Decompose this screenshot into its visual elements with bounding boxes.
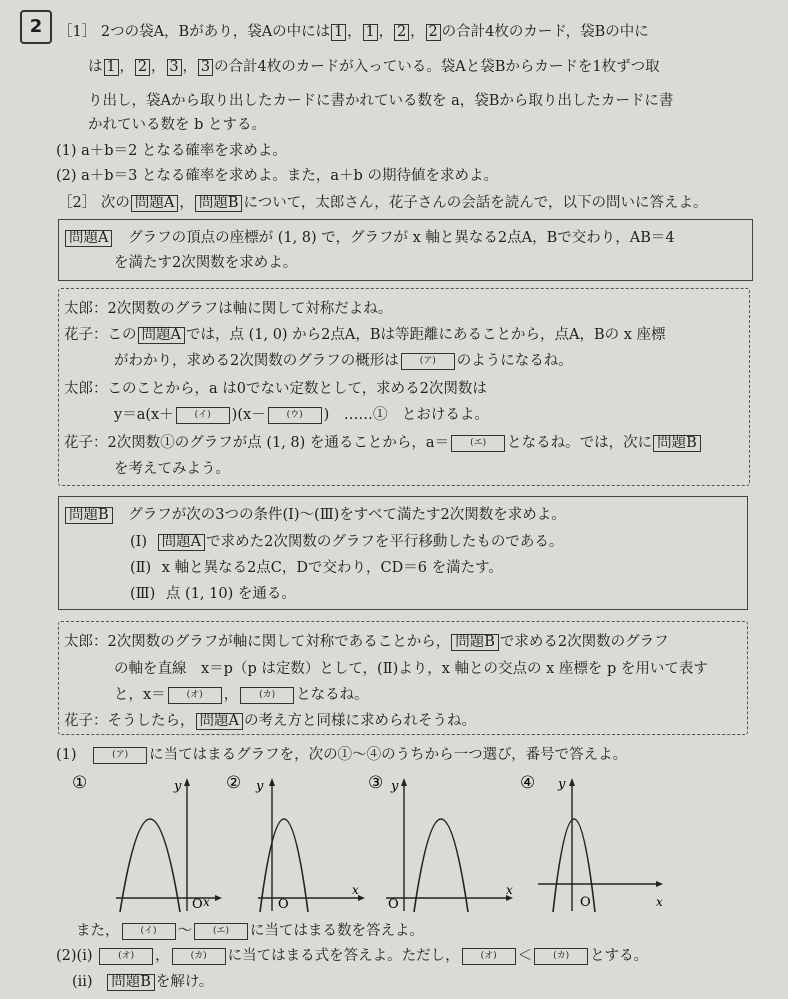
problem-b-text: グラフが次の3つの条件(Ⅰ)〜(Ⅲ)をすべて満たす2次関数を求めよ。 [128,507,566,523]
problem-a-ref: 問題A [158,534,205,551]
dlg-text: 花子：そうしたら， [64,713,195,729]
graph-label-2: ② [226,773,242,793]
graph-label-4: ④ [520,773,536,793]
cond-text: x 軸と異なる2点C，Dで交わり，CD＝6 を満たす。 [161,560,503,576]
blank-e: (エ) [451,435,505,452]
card-a3: 2 [394,24,409,41]
card-b4: 3 [198,59,213,76]
dlg-text: ， [223,687,239,703]
x-label: x [203,895,210,909]
blank-a: (ア) [93,747,147,764]
q-text: 〜 [177,923,192,939]
q-label: (ii) [72,974,93,990]
condition-2 [130,556,503,577]
blank-ka: (カ) [172,948,226,965]
dlg-text: のようになるね。 [456,353,573,369]
card-a1: 1 [331,24,346,41]
card-a4: 2 [426,24,441,41]
intro-text: 次の [100,195,130,211]
intro-text: について，太郎さん，花子さんの会話を読んで，以下の問いに答えよ。 [243,195,708,211]
cond-label: (Ⅱ) [130,560,152,576]
condition-3 [130,582,296,603]
card-a2: 1 [363,24,378,41]
part2-q1 [56,743,627,764]
q-label: (2) [56,168,77,184]
dialogue-2-hanako-1 [64,709,476,730]
blank-ka: (カ) [240,687,294,704]
dialogue-1-taro-2b [114,403,489,424]
part1-line3: り出し，袋Aから取り出したカードに書かれている数を a，袋Bから取り出したカードに書 [88,93,674,109]
y-arrow [569,778,575,786]
problem-b-label: 問題B [65,507,113,524]
q-label: (1) [56,747,77,763]
blank-a: (ア) [401,353,455,370]
card-b2: 2 [135,59,150,76]
dlg-text: の考え方と同様に求められそうね。 [243,713,476,729]
x-label: x [656,895,663,909]
origin-label: O [580,895,591,910]
dialogue-1-hanako-2b: を考えてみよう。 [114,461,230,477]
blank-u: (ウ) [268,407,322,424]
blank-o: (オ) [99,948,153,965]
q-text: a＋b＝3 となる確率を求めよ。また，a＋b の期待値を求めよ。 [81,168,498,184]
cond-label: (Ⅰ) [130,534,148,550]
q-text: に当てはまるグラフを，次の①〜④のうちから一つ選び，番号で答えよ。 [149,747,628,763]
origin-label: O [278,897,289,912]
dialogue-2-taro-1c [114,683,369,704]
blank-o: (オ) [462,948,516,965]
y-label: y [256,779,264,794]
dialogue-1-taro-1: 太郎：2次関数のグラフは軸に関して対称だよね。 [64,301,393,317]
dlg-text: と，x＝ [114,687,166,703]
y-label: y [391,779,399,794]
problem-b-ref: 問題B [107,974,155,991]
dlg-text: となるね。では，次に [507,435,653,451]
problem-a-ref: 問題A [196,713,243,730]
x-arrow [656,881,663,887]
part1-text: の合計4枚のカードが入っている。袋Aと袋Bからカードを1枚ずつ取 [214,59,660,75]
graph-1 [72,773,222,912]
part2-intro [58,191,707,212]
problem-b-ref: 問題B [653,435,701,452]
dlg-text: では，点 (1, 0) から2点A，Bは等距離にあることから，点A，Bの x 座標 [185,327,666,343]
dlg-text: 花子：2次関数①のグラフが点 (1, 8) を通ることから，a＝ [64,435,450,451]
card-b1: 1 [104,59,119,76]
dialogue-1-taro-2: 太郎：このことから，a は0でない定数として，求める2次関数は [64,381,487,397]
q-text: を解け。 [155,974,214,990]
part1-text: の合計4枚のカード，袋Bの中に [441,24,649,40]
part1-label: ［1］ [58,24,97,40]
part1-text: 2つの袋A，Bがあり，袋Aの中には [100,24,331,40]
part1-line4: かれている数を b とする。 [88,117,266,133]
cond-text: 点 (1, 10) を通る。 [165,586,296,602]
y-arrow [401,778,407,786]
part2-q2ii [72,970,213,991]
problem-a-ref: 問題A [138,327,185,344]
q-text: ， [155,948,170,964]
problem-b-ref: 問題B [195,195,243,212]
dlg-text: ) ……① とおけるよ。 [323,407,489,423]
x-label: x [506,883,513,897]
dialogue-1-hanako-1 [64,323,666,344]
dlg-text: 花子：この [64,327,137,343]
problem-number: 2 [20,10,52,44]
dialogue-1-hanako-2 [64,431,702,452]
graph-2 [226,773,365,912]
dlg-text: y＝a(x＋ [114,407,174,423]
part1-q1 [56,139,287,160]
dialogue-2-taro-1 [64,630,669,651]
dlg-text: がわかり，求める2次関数のグラフの概形は [114,353,399,369]
dlg-text: 太郎：2次関数のグラフが軸に関して対称であることから， [64,634,451,650]
part1-text: は [88,59,103,75]
part2-q1b [76,919,424,940]
blank-i: (イ) [122,923,176,940]
dlg-text: となるね。 [296,687,369,703]
dialogue-2-taro-1b: の軸を直線 x＝p（p は定数）として，(Ⅱ)より，x 軸との交点の x 座標を p を用いて表す [114,661,708,677]
graph-3 [368,773,513,912]
part1-line1: ［1］ 2つの袋A，Bがあり，袋Aの中には 1 ， 1 ， 2 ， 2 の合計4枚のカード，袋Bの中に [58,24,649,40]
q-text: とする。 [590,948,649,964]
q-label: (2)(i) [56,948,93,964]
y-arrow [269,778,275,786]
x-arrow [358,895,365,901]
part1-q2 [56,164,498,185]
problem-a-text: グラフの頂点の座標が (1, 8) で，グラフが x 軸と異なる2点A，Bで交わり，AB＝4 [128,230,675,246]
q-label: (1) [56,143,77,159]
blank-o: (オ) [168,687,222,704]
choice-graphs [60,766,750,916]
graph-label-3: ③ [368,773,384,793]
problem-a-line2: を満たす2次関数を求めよ。 [114,255,298,271]
y-label: y [558,777,566,792]
graph-4 [520,773,663,912]
origin-label: O [192,897,203,912]
dlg-text: )(x－ [231,407,266,423]
dialogue-1-hanako-1b [114,349,573,370]
q-text: また， [76,923,120,939]
problem-a-label: 問題A [65,230,112,247]
intro-text: ， [179,195,194,211]
part1-line2: は 1 ， 2 ， 3 ， 3 の合計4枚のカードが入っている。袋Aと袋Bからカードを1枚ずつ取 [88,59,660,75]
part2-q2i [56,944,648,965]
problem-b-line1 [64,503,566,524]
problem-a-line1 [64,226,675,247]
origin-label: O [388,897,399,912]
cond-label: (Ⅲ) [130,586,156,602]
q-text: に当てはまる数を答えよ。 [250,923,424,939]
blank-ka: (カ) [534,948,588,965]
y-label: y [174,779,182,794]
blank-i: (イ) [176,407,230,424]
q-text: a＋b＝2 となる確率を求めよ。 [81,143,287,159]
cond-text: で求めた2次関数のグラフを平行移動したものである。 [206,534,564,550]
problem-b-ref: 問題B [451,634,499,651]
graph-label-1: ① [72,773,88,793]
part2-label: ［2］ [58,195,97,211]
card-b3: 3 [167,59,182,76]
y-arrow [184,778,190,786]
x-label: x [352,883,359,897]
problem-a-ref: 問題A [131,195,178,212]
q-text: に当てはまる式を答えよ。ただし， [227,948,460,964]
condition-1 [130,530,563,551]
blank-e: (エ) [194,923,248,940]
x-arrow [215,895,222,901]
q-text: ＜ [517,948,533,964]
dlg-text: で求める2次関数のグラフ [499,634,669,650]
